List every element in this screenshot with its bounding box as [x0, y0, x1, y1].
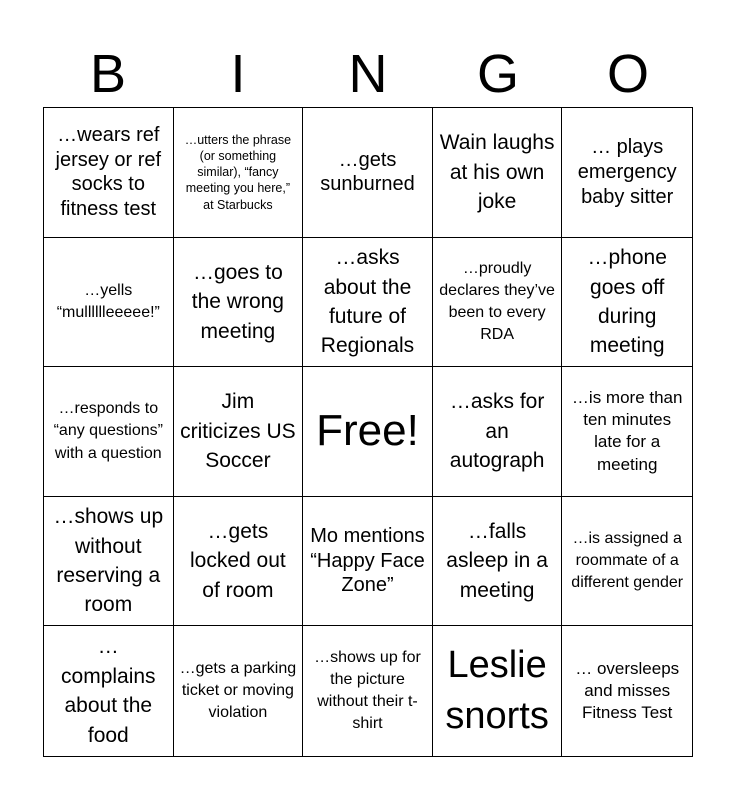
bingo-board — [43, 107, 693, 757]
bingo-cell[interactable]: …yells “mulllllleeeee!” — [44, 238, 174, 368]
bingo-cell[interactable]: …gets sunburned — [303, 108, 433, 238]
bingo-cell[interactable]: …gets a parking ticket or moving violation — [174, 626, 304, 756]
bingo-cell[interactable]: …asks about the future of Regionals — [303, 238, 433, 368]
bingo-cell[interactable]: …gets locked out of room — [174, 497, 304, 627]
bingo-cell[interactable]: …utters the phrase (or something similar), “fancy meeting you here,” at Starbucks — [174, 108, 304, 238]
bingo-cell[interactable]: …goes to the wrong meeting — [174, 238, 304, 368]
bingo-cell[interactable]: Mo mentions “Happy Face Zone” — [303, 497, 433, 627]
bingo-header — [43, 40, 693, 108]
bingo-cell[interactable]: …phone goes off during meeting — [562, 238, 692, 368]
bingo-cell[interactable]: …is assigned a roommate of a different gender — [562, 497, 692, 627]
bingo-cell[interactable]: Wain laughs at his own joke — [433, 108, 563, 238]
bingo-cell[interactable]: …shows up for the picture without their t-shirt — [303, 626, 433, 756]
bingo-cell[interactable]: Leslie snorts — [433, 626, 563, 756]
free-space-cell[interactable]: Free! — [303, 367, 433, 497]
header-letter-o: O — [606, 44, 649, 104]
header-letter-g: G — [476, 44, 519, 104]
bingo-cell[interactable]: … plays emergency baby sitter — [562, 108, 692, 238]
bingo-cell[interactable]: …wears ref jersey or ref socks to fitness test — [44, 108, 174, 238]
bingo-cell[interactable]: … complains about the food — [44, 626, 174, 756]
header-letter-i: I — [230, 44, 246, 104]
bingo-cell[interactable]: …proudly declares they’ve been to every RDA — [433, 238, 563, 368]
bingo-cell[interactable]: …is more than ten minutes late for a meeting — [562, 367, 692, 497]
bingo-cell[interactable]: …asks for an autograph — [433, 367, 563, 497]
bingo-cell[interactable]: …falls asleep in a meeting — [433, 497, 563, 627]
bingo-cell[interactable]: …responds to “any questions” with a question — [44, 367, 174, 497]
bingo-cell[interactable]: …shows up without reserving a room — [44, 497, 174, 627]
bingo-cell[interactable]: Jim criticizes US Soccer — [174, 367, 304, 497]
header-letter-b: B — [89, 44, 127, 104]
bingo-cell[interactable]: … oversleeps and misses Fitness Test — [575, 659, 680, 723]
header-letter-n: N — [348, 44, 388, 104]
